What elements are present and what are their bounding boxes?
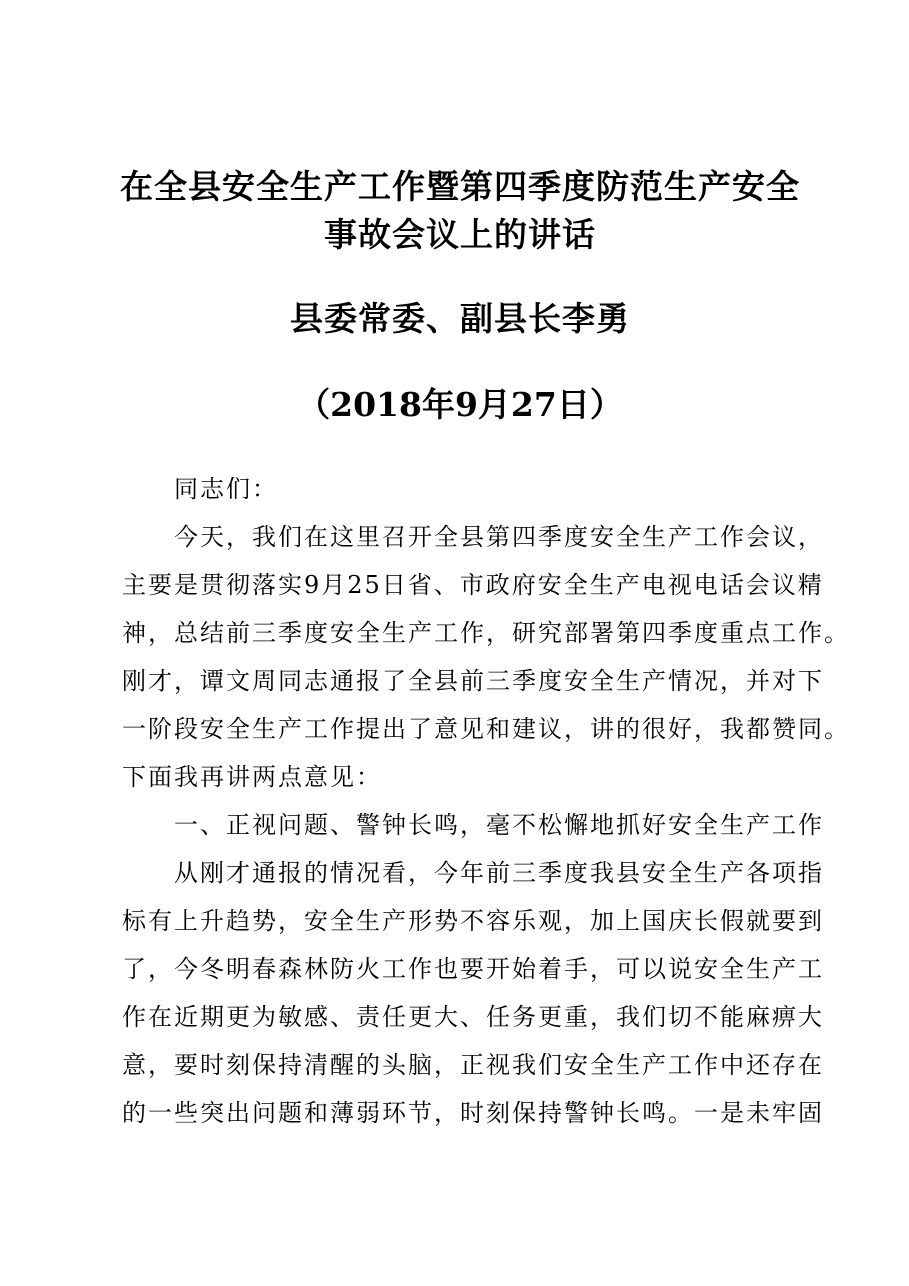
body-line: 了，今冬明春森林防火工作也要开始着手，可以说安全生产工: [122, 955, 824, 983]
body-line: 标有上升趋势，安全生产形势不容乐观，加上国庆长假就要到: [122, 907, 824, 935]
document-title-line-2: 事故会议上的讲话: [324, 215, 596, 254]
body-line: 刚才，谭文周同志通报了全县前三季度安全生产情况，并对下: [122, 667, 824, 695]
speech-date: （2018年9月27日）: [297, 385, 623, 424]
speaker-byline: 县委常委、副县长李勇: [290, 299, 630, 338]
body-line: 主要是贯彻落实9月25日省、市政府安全生产电视电话会议精: [122, 571, 824, 599]
body-line: 从刚才通报的情况看，今年前三季度我县安全生产各项指: [174, 859, 824, 887]
speech-body: [122, 465, 850, 1137]
body-line: 的一些突出问题和薄弱环节，时刻保持警钟长鸣。一是未牢固: [122, 1099, 824, 1127]
body-line: 神，总结前三季度安全生产工作，研究部署第四季度重点工作。: [122, 619, 850, 647]
document-title-line-1: 在全县安全生产工作暨第四季度防范生产安全: [120, 167, 800, 206]
body-line: 今天，我们在这里召开全县第四季度安全生产工作会议，: [174, 523, 824, 551]
body-line: 一阶段安全生产工作提出了意见和建议，讲的很好，我都赞同。: [122, 715, 850, 743]
body-line: 作在近期更为敏感、责任更大、任务更重，我们切不能麻痹大: [122, 1003, 824, 1031]
section-heading: 一、正视问题、警钟长鸣，毫不松懈地抓好安全生产工作: [174, 811, 824, 839]
body-line: 下面我再讲两点意见：: [122, 763, 382, 791]
body-line: 意，要时刻保持清醒的头脑，正视我们安全生产工作中还存在: [122, 1051, 824, 1079]
salutation: 同志们：: [174, 475, 278, 503]
